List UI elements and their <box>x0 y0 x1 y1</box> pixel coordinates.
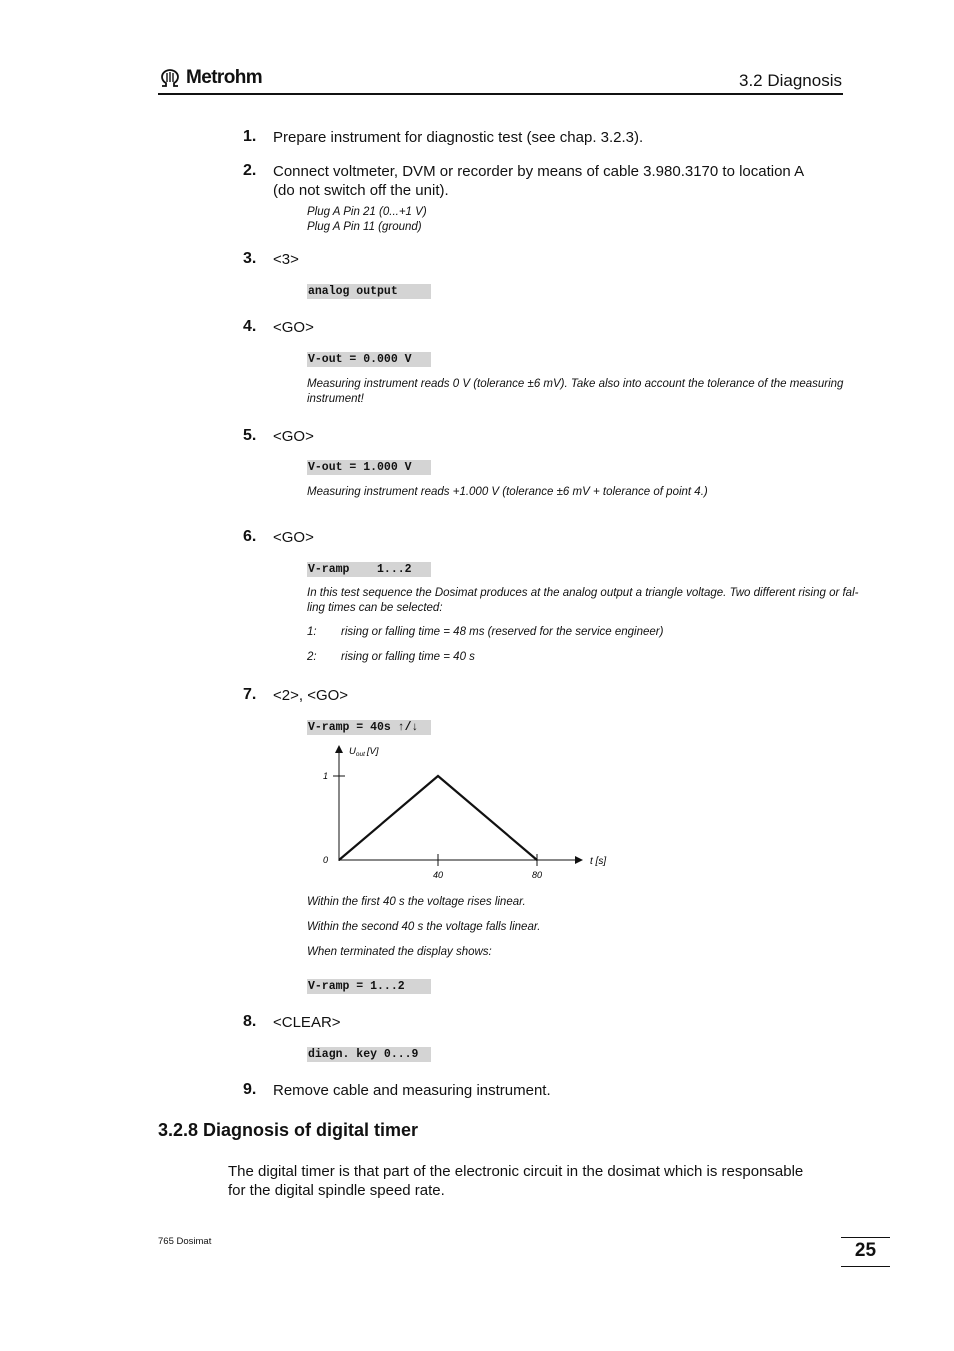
step-key: <3> <box>273 251 299 268</box>
option-key: 1: <box>307 626 317 638</box>
step-key: <GO> <box>273 428 314 445</box>
option-value: rising or falling time = 40 s <box>341 651 475 663</box>
paragraph-line: The digital timer is that part of the electronic circuit in the dosimat which is responsable <box>228 1163 804 1180</box>
step-key: <CLEAR> <box>273 1014 341 1031</box>
step-note: Measuring instrument reads 0 V (tolerance ±6 mV). Take also into account the tolerance of the measuring <box>307 378 844 390</box>
step-number: 1. <box>243 128 257 145</box>
y-tick-label: 1 <box>323 771 329 781</box>
step-key: <GO> <box>273 529 314 546</box>
step-key: <2>, <GO> <box>273 687 349 704</box>
option-value: rising or falling time = 48 ms (reserved for the service engineer) <box>341 626 664 638</box>
y-tick-label: 0 <box>323 855 329 865</box>
step-number: 3. <box>243 250 257 267</box>
step-number: 7. <box>243 686 257 703</box>
step-text: Connect voltmeter, DVM or recorder by means of cable 3.980.3170 to location A <box>273 163 805 180</box>
section-heading: 3.2.8 Diagnosis of digital timer <box>158 1120 419 1140</box>
brand-logo <box>159 67 262 89</box>
step-note: In this test sequence the Dosimat produces at the analog output a triangle voltage. Two different rising or fal- <box>307 587 859 599</box>
step-note: instrument! <box>307 393 364 405</box>
display-readout: diagn. key 0...9 <box>307 1047 431 1062</box>
header-rule <box>158 93 843 95</box>
step-note: When terminated the display shows: <box>307 946 492 958</box>
step-text: Remove cable and measuring instrument. <box>273 1082 551 1099</box>
display-readout: V-ramp = 40s ↑/↓ <box>307 720 431 735</box>
step-note: Measuring instrument reads +1.000 V (tolerance ±6 mV + tolerance of point 4.) <box>307 486 708 498</box>
footer-product: 765 Dosimat <box>158 1236 212 1247</box>
step-key: <GO> <box>273 319 314 336</box>
paragraph-line: for the digital spindle speed rate. <box>228 1182 445 1199</box>
step-number: 8. <box>243 1013 257 1030</box>
step-note: Plug A Pin 11 (ground) <box>307 221 422 233</box>
step-number: 6. <box>243 528 257 545</box>
step-number: 4. <box>243 318 257 335</box>
page-number: 25 <box>854 1240 877 1261</box>
step-note: Plug A Pin 21 (0...+1 V) <box>307 206 427 218</box>
step-number: 5. <box>243 427 257 444</box>
x-tick-label: 80 <box>531 870 543 880</box>
step-text: (do not switch off the unit). <box>273 182 449 199</box>
step-number: 9. <box>243 1081 257 1098</box>
display-readout: V-out = 1.000 V <box>307 460 431 475</box>
y-axis-label: $U_{out}$ [V] <box>349 746 379 758</box>
display-readout: analog output <box>307 284 431 299</box>
step-note: ling times can be selected: <box>307 602 443 614</box>
section-header: 3.2 Diagnosis <box>738 71 842 90</box>
step-number: 2. <box>243 162 257 179</box>
display-readout: V-ramp = 1...2 <box>307 979 431 994</box>
omega-logo-icon <box>159 69 181 87</box>
section-paragraph <box>228 1162 838 1200</box>
display-readout: V-ramp 1...2 <box>307 562 431 577</box>
ramp-chart <box>300 738 630 888</box>
step-text: Prepare instrument for diagnostic test (see chap. 3.2.3). <box>273 129 644 146</box>
option-key: 2: <box>307 651 317 663</box>
brand-name: Metrohm <box>186 67 263 88</box>
step-note: Within the first 40 s the voltage rises linear. <box>307 896 526 908</box>
step-note: Within the second 40 s the voltage falls linear. <box>307 921 541 933</box>
x-tick-label: 40 <box>432 870 444 880</box>
ramp-series-line <box>339 776 537 860</box>
x-axis-label: t [s] <box>590 856 607 867</box>
display-readout: V-out = 0.000 V <box>307 352 431 367</box>
